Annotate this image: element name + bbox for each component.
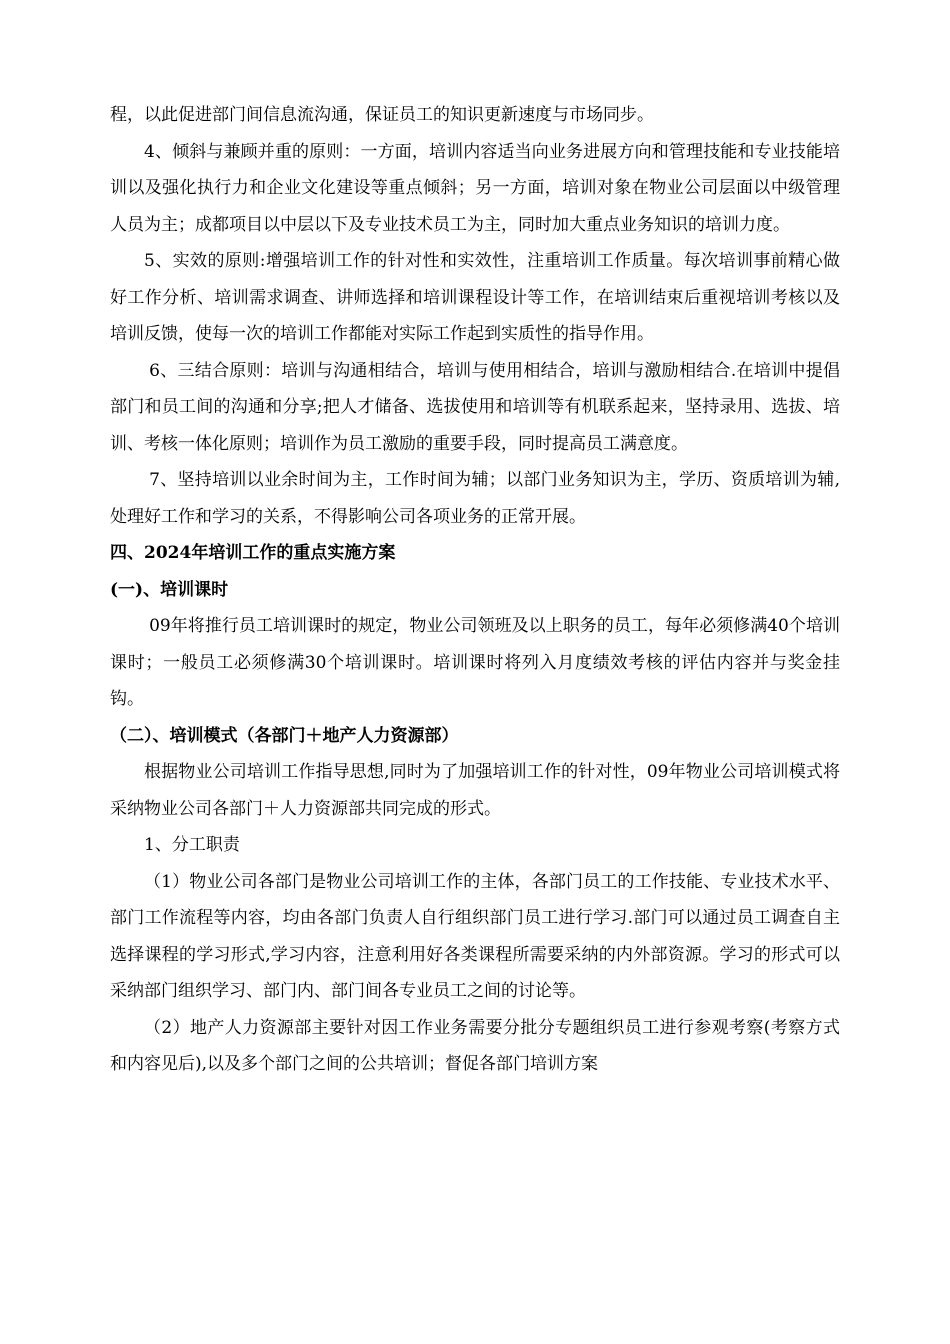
paragraph-training-mode: 根据物业公司培训工作指导思想,同时为了加强培训工作的针对性，09年物业公司培训模式将采纳物业公司各部门＋人力资源部共同完成的形式。 (110, 762, 840, 819)
paragraph-duty-2: （2）地产人力资源部主要针对因工作业务需要分批分专题组织员工进行参观考察(考察方式和内容见后),以及多个部门之间的公共培训；督促各部门培训方案 (110, 1017, 840, 1074)
paragraph-principle-6: 6、三结合原则：培训与沟通相结合，培训与使用相结合，培训与激励相结合.在培训中提倡部门和员工间的沟通和分享;把人才储备、选拔使用和培训等有机联系起来，坚持录用、选拔、培训、考核一体化原则；培训作为员工激励的重要手段，同时提高员工满意度。 (110, 360, 840, 454)
subsection-heading-training-hours: (一)、培训课时 (110, 579, 229, 600)
paragraph-division-of-duties: 1、分工职责 (144, 835, 240, 855)
paragraph-principle-7: 7、坚持培训以业余时间为主，工作时间为辅；以部门业务知识为主，学历、资质培训为辅,处理好工作和学习的关系，不得影响公司各项业务的正常开展。 (110, 470, 840, 527)
paragraph-principle-4: 4、倾斜与兼顾并重的原则：一方面，培训内容适当向业务进展方向和管理技能和专业技能培训以及强化执行力和企业文化建设等重点倾斜；另一方面，培训对象在物业公司层面以中级管理人员为主；成都项目以中层以下及专业技术员工为主，同时加大重点业务知识的培训力度。 (110, 141, 840, 235)
subsection-heading-training-mode: （二）、培训模式（各部门＋地产人力资源部） (110, 725, 459, 746)
paragraph-training-hours: 09年将推行员工培训课时的规定，物业公司领班及以上职务的员工，每年必须修满40个培训课时；一般员工必须修满30个培训课时。培训课时将列入月度绩效考核的评估内容并与奖金挂钩。 (110, 616, 840, 709)
paragraph-duty-1: （1）物业公司各部门是物业公司培训工作的主体，各部门员工的工作技能、专业技术水平、部门工作流程等内容，均由各部门负责人自行组织部门员工进行学习.部门可以通过员工调查自主选择课程的学习形式,学习内容，注意利用好各类课程所需要采纳的内外部资源。学习的形式可以采纳部门组织学习、部门内、部门间各专业员工之间的讨论等。 (110, 871, 840, 1001)
section-heading-4: 四、2024年培训工作的重点实施方案 (110, 543, 396, 563)
paragraph-principle-5: 5、实效的原则:增强培训工作的针对性和实效性，注重培训工作质量。每次培训事前精心做好工作分析、培训需求调查、讲师选择和培训课程设计等工作，在培训结束后重视培训考核以及培训反馈，使每一次的培训工作都能对实际工作起到实质性的指导作用。 (110, 251, 840, 344)
paragraph-continuation: 程，以此促进部门间信息流沟通，保证员工的知识更新速度与市场同步。 (110, 105, 654, 125)
